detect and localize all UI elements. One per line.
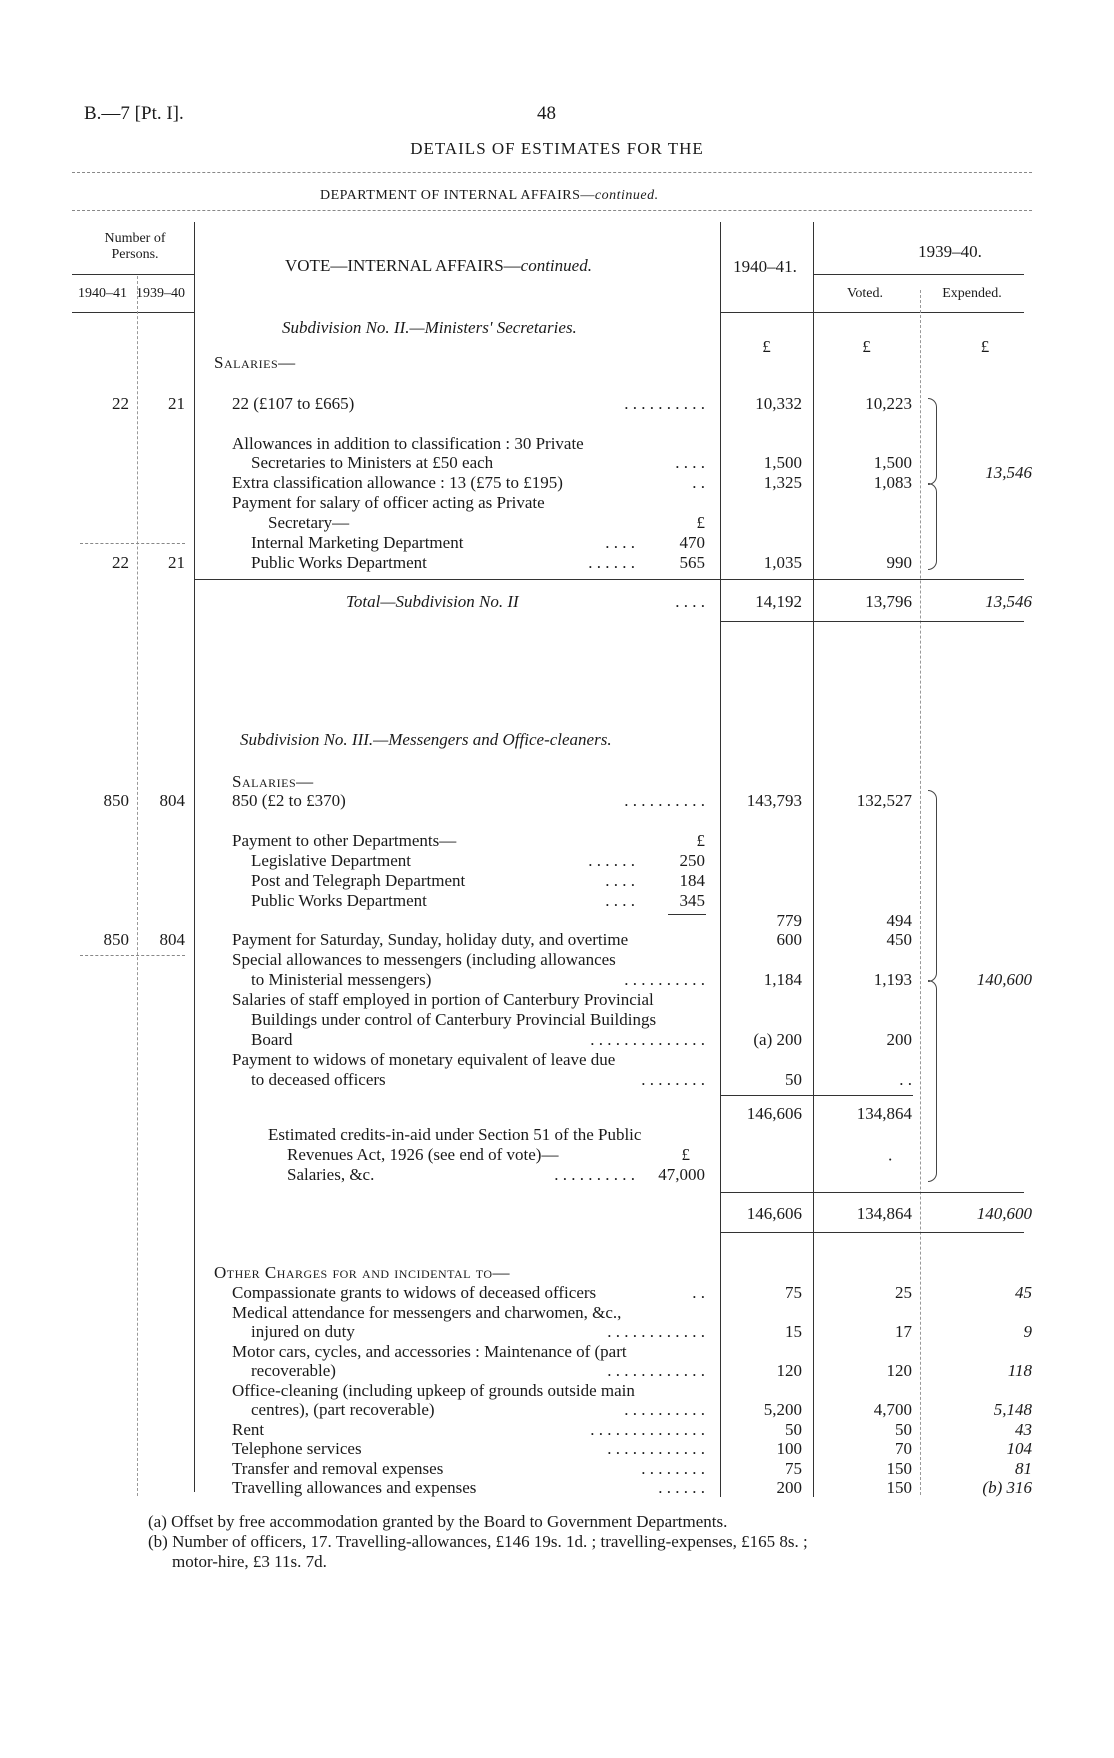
sub2-total-voted: 13,796 xyxy=(865,592,912,611)
sub3-dept-total-1940: 779 xyxy=(776,911,802,930)
sub2-expended-bracket-value: 13,546 xyxy=(985,463,1032,482)
other-item-v1940: 100 xyxy=(776,1439,802,1458)
sub3-saturday-voted: 450 xyxy=(886,930,912,949)
sub2-extra-voted: 1,083 xyxy=(873,473,912,492)
sub3-total-voted: 134,864 xyxy=(856,1204,912,1223)
vote-title: VOTE—INTERNAL AFFAIRS—continued. xyxy=(285,256,592,275)
sub3-dept3-amount: 345 xyxy=(679,891,705,910)
sub2-salary-voted: 10,223 xyxy=(865,394,912,413)
sub2-allow-line1: Allowances in addition to classification : 30 Private xyxy=(232,434,584,453)
sub2-dept2-persons-1940: 22 xyxy=(112,553,129,572)
sub2-allow-1940: 1,500 xyxy=(763,453,802,472)
sub2-salary-1940: 10,332 xyxy=(755,394,802,413)
header-bottom-rule xyxy=(720,312,1024,313)
other-item-v1940: 15 xyxy=(785,1322,802,1341)
other-item-text: recoverable) xyxy=(251,1361,336,1380)
amount-left-rule xyxy=(720,222,721,1497)
other-item-expended: 45 xyxy=(1015,1283,1032,1302)
sub3-dept1-dots: . . . . . . xyxy=(588,851,635,870)
persons-right-rule xyxy=(194,222,195,1492)
sub3-special-voted: 1,193 xyxy=(873,970,912,989)
other-item-text: Rent xyxy=(232,1419,265,1439)
sub3-staff-voted: 200 xyxy=(886,1030,912,1049)
sub3-dept3-dots: . . . . xyxy=(605,891,635,910)
persons-header-rule xyxy=(72,274,194,275)
other-item-v1940: 75 xyxy=(785,1283,802,1302)
sub3-staff-dots: . . . . . . . . . . . . . . xyxy=(590,1030,705,1049)
sub3-sat-persons-1940: 850 xyxy=(103,930,129,949)
other-item-text: Medical attendance for messengers and charwomen, &c., xyxy=(232,1302,622,1322)
other-item-dots: . . . . . . . . . . . . . . xyxy=(590,1419,705,1439)
sub2-extra-dots: . . xyxy=(692,473,705,492)
sub3-special-1940: 1,184 xyxy=(763,970,802,989)
sub2-title: Subdivision No. II.—Ministers' Secretaries. xyxy=(282,318,577,337)
other-item-v1940: 50 xyxy=(785,1419,802,1439)
sub3-dept1-text: Legislative Department xyxy=(251,851,412,870)
sub3-staff-line2: Buildings under control of Canterbury Provincial Buildings xyxy=(251,1010,657,1029)
sub3-salary-voted: 132,527 xyxy=(856,791,912,810)
other-item-expended: (b) 316 xyxy=(982,1478,1032,1497)
other-item-text: Motor cars, cycles, and accessories : Maintenance of (part xyxy=(232,1341,627,1361)
sub3-dept2-amount: 184 xyxy=(679,871,705,890)
page-title: DETAILS OF ESTIMATES FOR THE xyxy=(410,139,704,158)
persons-header: Number of Persons. xyxy=(104,231,166,262)
persons-divider xyxy=(137,276,138,1496)
sub2-dept2-dots: . . . . . . xyxy=(588,553,635,572)
sub3-staff-line1: Salaries of staff employed in portion of Canterbury Provincial xyxy=(232,990,654,1009)
sub2-extra-text: Extra classification allowance : 13 (£75 to £195) xyxy=(232,473,563,492)
sub3-salary-text: 850 (£2 to £370) xyxy=(232,791,346,810)
sub3-total-expended: 140,600 xyxy=(976,1204,1032,1223)
sub2-pound-mark: £ xyxy=(696,513,705,532)
sub3-sat-persons-1939: 804 xyxy=(159,930,185,949)
other-item-v1940: 200 xyxy=(776,1478,802,1497)
sub2-bracket-top xyxy=(928,398,937,485)
sub2-total-dots: . . . . xyxy=(675,592,705,611)
sub3-dept1-amount: 250 xyxy=(679,851,705,870)
sub3-widows-voted: . . xyxy=(899,1070,912,1089)
sub3-salaries-label: Salaries— xyxy=(232,772,314,791)
sub2-pay-line2: Secretary— xyxy=(268,513,350,532)
other-item-text: centres), (part recoverable) xyxy=(251,1400,435,1419)
sub3-dept-sum-rule xyxy=(668,914,706,915)
sub2-dept2-persons-1939: 21 xyxy=(168,553,185,572)
other-item-expended: 43 xyxy=(1015,1419,1032,1439)
other-item-expended: 81 xyxy=(1015,1458,1032,1478)
sub3-bracket-top xyxy=(928,790,937,982)
other-item-dots: . . . . . . xyxy=(658,1478,705,1497)
sub2-dept2-voted: 990 xyxy=(886,553,912,572)
sub2-total-rule-top xyxy=(194,579,1024,580)
sub3-total-rule-bottom xyxy=(720,1232,1024,1233)
other-item-dots: . . . . . . . . xyxy=(641,1458,705,1478)
other-item-text: Travelling allowances and expenses xyxy=(232,1478,477,1497)
sub3-credits-line2: Revenues Act, 1926 (see end of vote)— xyxy=(287,1145,559,1164)
sub3-credits-line3: Salaries, &c. xyxy=(287,1165,375,1184)
sub3-credits-dots: . . . . . . . . . . xyxy=(554,1165,635,1184)
other-item-voted: 120 xyxy=(886,1361,912,1380)
amount-1940-rule xyxy=(813,222,814,1497)
sub3-widows-line2: to deceased officers xyxy=(251,1070,386,1089)
sub3-pound-mark: £ xyxy=(696,831,705,850)
sub2-dept1-text: Internal Marketing Department xyxy=(251,533,464,552)
sub2-total-1940: 14,192 xyxy=(755,592,802,611)
other-item-v1940: 120 xyxy=(776,1361,802,1380)
persons-col-1940: 1940–41 xyxy=(78,286,127,301)
sub3-credits-pound: £ xyxy=(681,1145,690,1164)
sub3-dept2-text: Post and Telegraph Department xyxy=(251,871,466,890)
sub3-special-line1: Special allowances to messengers (including allowances xyxy=(232,950,616,969)
sub2-salaries-label: Salaries— xyxy=(214,353,296,372)
sub3-credits-line1: Estimated credits-in-aid under Section 51 of the Public xyxy=(268,1125,642,1144)
sub2-persons-1940: 22 xyxy=(112,394,129,413)
sub3-bracket-bottom xyxy=(928,980,937,1182)
department-divider xyxy=(72,210,1032,211)
other-item-voted: 4,700 xyxy=(873,1400,912,1419)
sub3-persons-rule xyxy=(80,955,185,956)
sub2-dept2-1940: 1,035 xyxy=(763,553,802,572)
other-item-expended: 9 xyxy=(1023,1322,1032,1341)
sub2-total-label: Total—Subdivision No. II xyxy=(346,592,519,611)
other-item-dots: . . . . . . . . . . xyxy=(624,1400,705,1419)
other-item-text: injured on duty xyxy=(251,1322,355,1341)
voted-expended-rule xyxy=(920,290,921,1495)
other-item-dots: . . . . . . . . . . . . xyxy=(607,1322,705,1341)
sub2-pay-line1: Payment for salary of officer acting as Private xyxy=(232,493,545,512)
other-item-v1940: 5,200 xyxy=(763,1400,802,1419)
other-item-dots: . . . . . . . . . . . . xyxy=(607,1361,705,1380)
other-charges-title: Other Charges for and incidental to— xyxy=(214,1263,511,1282)
sub3-total-rule-top xyxy=(720,1192,1024,1193)
year-1940-header: 1940–41. xyxy=(733,257,797,276)
sub2-total-expended: 13,546 xyxy=(985,592,1032,611)
other-item-expended: 5,148 xyxy=(993,1400,1032,1419)
other-item-expended: 118 xyxy=(1007,1361,1032,1380)
sub2-dept2-amount: 565 xyxy=(679,553,705,572)
sub3-dept3-text: Public Works Department xyxy=(251,891,427,910)
other-item-text: Transfer and removal expenses xyxy=(232,1458,444,1478)
persons-col-1939: 1939–40 xyxy=(136,286,185,301)
sub2-allow-line2: Secretaries to Ministers at £50 each xyxy=(251,453,494,472)
pound-1940: £ xyxy=(762,337,771,356)
sub2-allow-voted: 1,500 xyxy=(873,453,912,472)
other-item-text: Telephone services xyxy=(232,1439,362,1458)
sub3-pay-other: Payment to other Departments— xyxy=(232,831,457,850)
sub3-total-1940: 146,606 xyxy=(746,1204,802,1223)
sub3-widows-dots: . . . . . . . . xyxy=(641,1070,705,1089)
sub3-saturday-text: Payment for Saturday, Sunday, holiday duty, and overtime xyxy=(232,930,629,949)
department-heading: DEPARTMENT OF INTERNAL AFFAIRS—continued. xyxy=(320,188,659,203)
sub3-expended-bracket-value: 140,600 xyxy=(976,970,1032,989)
footnote-b-line1: (b) Number of officers, 17. Travelling-allowances, £146 19s. 1d. ; travelling-expenses, £165 8s. ; xyxy=(148,1532,808,1551)
other-item-v1940: 75 xyxy=(785,1458,802,1478)
pound-voted: £ xyxy=(862,337,871,356)
page-number: 48 xyxy=(537,103,556,124)
page-reference: B.—7 [Pt. I]. xyxy=(84,103,184,124)
sub2-dept1-dots: . . . . xyxy=(605,533,635,552)
footnote-b-line2: motor-hire, £3 11s. 7d. xyxy=(172,1552,327,1571)
persons-subheader-rule xyxy=(72,312,194,313)
other-item-expended: 104 xyxy=(1006,1439,1032,1458)
sub3-special-line2: to Ministerial messengers) xyxy=(251,970,432,989)
sub3-dept2-dots: . . . . xyxy=(605,871,635,890)
year-1939-rule xyxy=(813,274,1024,275)
other-item-voted: 17 xyxy=(895,1322,912,1341)
sub3-subtotal-rule xyxy=(720,1095,913,1096)
pound-expended: £ xyxy=(980,337,990,356)
sub2-total-rule-bottom xyxy=(720,621,1024,622)
sub3-widows-line1: Payment to widows of monetary equivalent of leave due xyxy=(232,1050,616,1069)
sub2-extra-1940: 1,325 xyxy=(763,473,802,492)
other-item-text: Compassionate grants to widows of deceased officers xyxy=(232,1283,597,1302)
footnote-a: (a) Offset by free accommodation granted by the Board to Government Departments. xyxy=(148,1512,728,1531)
sub3-saturday-1940: 600 xyxy=(776,930,802,949)
sub2-bracket-bottom xyxy=(928,483,937,570)
sub2-persons-1939: 21 xyxy=(168,394,185,413)
other-item-dots: . . xyxy=(692,1283,705,1302)
sub3-staff-1940: (a) 200 xyxy=(753,1030,802,1049)
sub3-salary-1940: 143,793 xyxy=(746,791,802,810)
sub3-subtotal-1940: 146,606 xyxy=(746,1104,802,1123)
sub3-staff-line3: Board xyxy=(251,1030,293,1049)
sub3-dept-total-voted: 494 xyxy=(886,911,912,930)
sub3-credits-voted: · xyxy=(887,1150,893,1169)
other-item-voted: 150 xyxy=(886,1478,912,1497)
sub3-widows-1940: 50 xyxy=(785,1070,802,1089)
other-item-voted: 50 xyxy=(895,1419,912,1439)
sub3-title: Subdivision No. III.—Messengers and Office-cleaners. xyxy=(240,730,612,749)
other-item-voted: 70 xyxy=(895,1439,912,1458)
sub3-salary-dots: . . . . . . . . . . xyxy=(624,791,705,810)
other-item-voted: 25 xyxy=(895,1283,912,1302)
sub2-salary-text: 22 (£107 to £665) xyxy=(232,394,355,413)
other-item-text: Office-cleaning (including upkeep of grounds outside main xyxy=(232,1380,635,1400)
sub2-persons-rule xyxy=(80,543,185,544)
sub3-subtotal-voted: 134,864 xyxy=(856,1104,912,1123)
sub2-allow-dots: . . . . xyxy=(675,453,705,472)
expended-header: Expended. xyxy=(942,286,1002,301)
title-divider xyxy=(72,172,1032,173)
sub3-special-dots: . . . . . . . . . . xyxy=(624,970,705,989)
sub3-persons-1940: 850 xyxy=(103,791,129,810)
sub3-credits-amount: 47,000 xyxy=(658,1165,705,1184)
sub2-dept1-amount: 470 xyxy=(679,533,705,552)
voted-header: Voted. xyxy=(847,286,883,301)
year-1939-header: 1939–40. xyxy=(918,242,982,261)
other-item-voted: 150 xyxy=(886,1458,912,1478)
sub2-salary-dots: . . . . . . . . . . xyxy=(624,394,705,413)
other-item-dots: . . . . . . . . . . . . xyxy=(607,1439,705,1458)
sub2-dept2-text: Public Works Department xyxy=(251,553,427,572)
sub3-persons-1939: 804 xyxy=(159,791,185,810)
